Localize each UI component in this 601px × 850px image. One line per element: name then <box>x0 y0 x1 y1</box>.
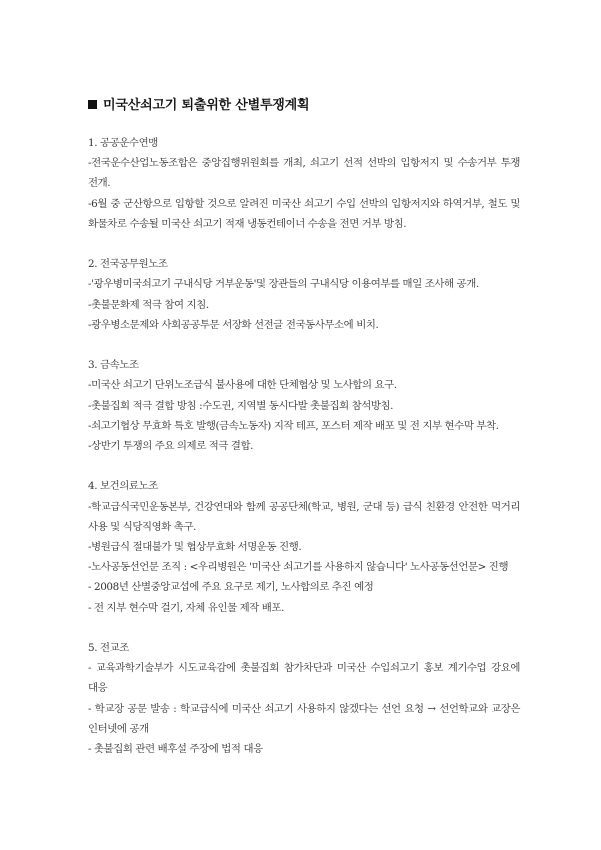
section-title: 3. 금속노조 <box>88 359 139 372</box>
document-body <box>88 133 520 779</box>
section-item: -'광우병미국쇠고기 구내식당 거부운동'및 장관들의 구내식당 이용여부를 매일 조사해 공개. <box>88 278 479 291</box>
document-heading <box>88 94 309 113</box>
section-item: - 학교장 공문 발송 : 학교급식에 미국산 쇠고기 사용하지 않겠다는 선언 요청 → 선언학교와 교장은 인터넷에 공개 <box>88 702 520 735</box>
section-item: -광우병소문제와 사회공공투문 서장화 선전글 전국동사무소에 비치. <box>88 318 379 331</box>
section-item: -촛불문화제 적극 참여 지침. <box>88 298 209 311</box>
section-item: -전국운수산업노동조합은 중앙집행위원회를 개최, 쇠고기 선적 선박의 입항저지 및 수송거부 투쟁 전개. <box>88 157 520 190</box>
section-item: -학교급식국민운동본부, 건강연대와 함께 공공단체(학교, 병원, 군대 등) 급식 친환경 안전한 먹거리 사용 및 식당직영화 촉구. <box>88 500 520 533</box>
section-title: 5. 전교조 <box>88 642 129 655</box>
section-item: -미국산 쇠고기 단위노조급식 불사용에 대한 단체협상 및 노사합의 요구. <box>88 379 397 392</box>
section-item: -노사공동선언문 조직 : <우리병원은 '미국산 쇠고기를 사용하지 않습니다' 노사공동선언문> 진행 <box>88 561 509 574</box>
section-title: 4. 보건의료노조 <box>88 480 158 493</box>
section-item: - 촛불집회 관련 배후설 주장에 법적 대응 <box>88 743 263 756</box>
square-bullet-icon <box>88 100 97 109</box>
section-item: -상반기 투쟁의 주요 의제로 적극 결합. <box>88 440 254 453</box>
section-item: - 전 지부 현수막 걸기, 자체 유인물 제작 배포. <box>88 601 284 614</box>
section <box>88 254 520 335</box>
section-title: 1. 공공운수연맹 <box>88 137 158 149</box>
section-item: -쇠고기협상 무효화 특호 발행(금속노동자) 지작 테프, 포스터 제작 배포 및 전 지부 현수막 부착. <box>88 419 499 432</box>
section <box>88 133 520 234</box>
section-item: - 2008년 산별중앙교섭에 주요 요구로 제기, 노사합의로 추진 예정 <box>88 581 374 594</box>
section-title: 2. 전국공무원노조 <box>88 258 168 271</box>
section <box>88 355 520 456</box>
section-item: -촛불집회 적극 결합 방침 :수도권, 지역별 동시다발 촛불집회 참석방침. <box>88 399 394 412</box>
section-item: - 교육과학기술부가 시도교육감에 촛불집회 참가차단과 미국산 수입쇠고기 홍보 계기수업 강요에 대응 <box>88 662 520 695</box>
section <box>88 476 520 617</box>
section-item: -6월 중 군산항으로 입항할 것으로 알려진 미국산 쇠고기 수입 선박의 입항저지와 하역거부, 철도 및 화물차로 수송될 미국산 쇠고기 적재 냉동컨테이너 수송을 전면 거부 방침. <box>88 197 520 230</box>
section <box>88 638 520 759</box>
heading-text: 미국산쇠고기 퇴출위한 산별투쟁계획 <box>103 98 310 113</box>
section-item: -병원급식 절대불가 및 협상무효화 서명운동 진행. <box>88 541 302 554</box>
